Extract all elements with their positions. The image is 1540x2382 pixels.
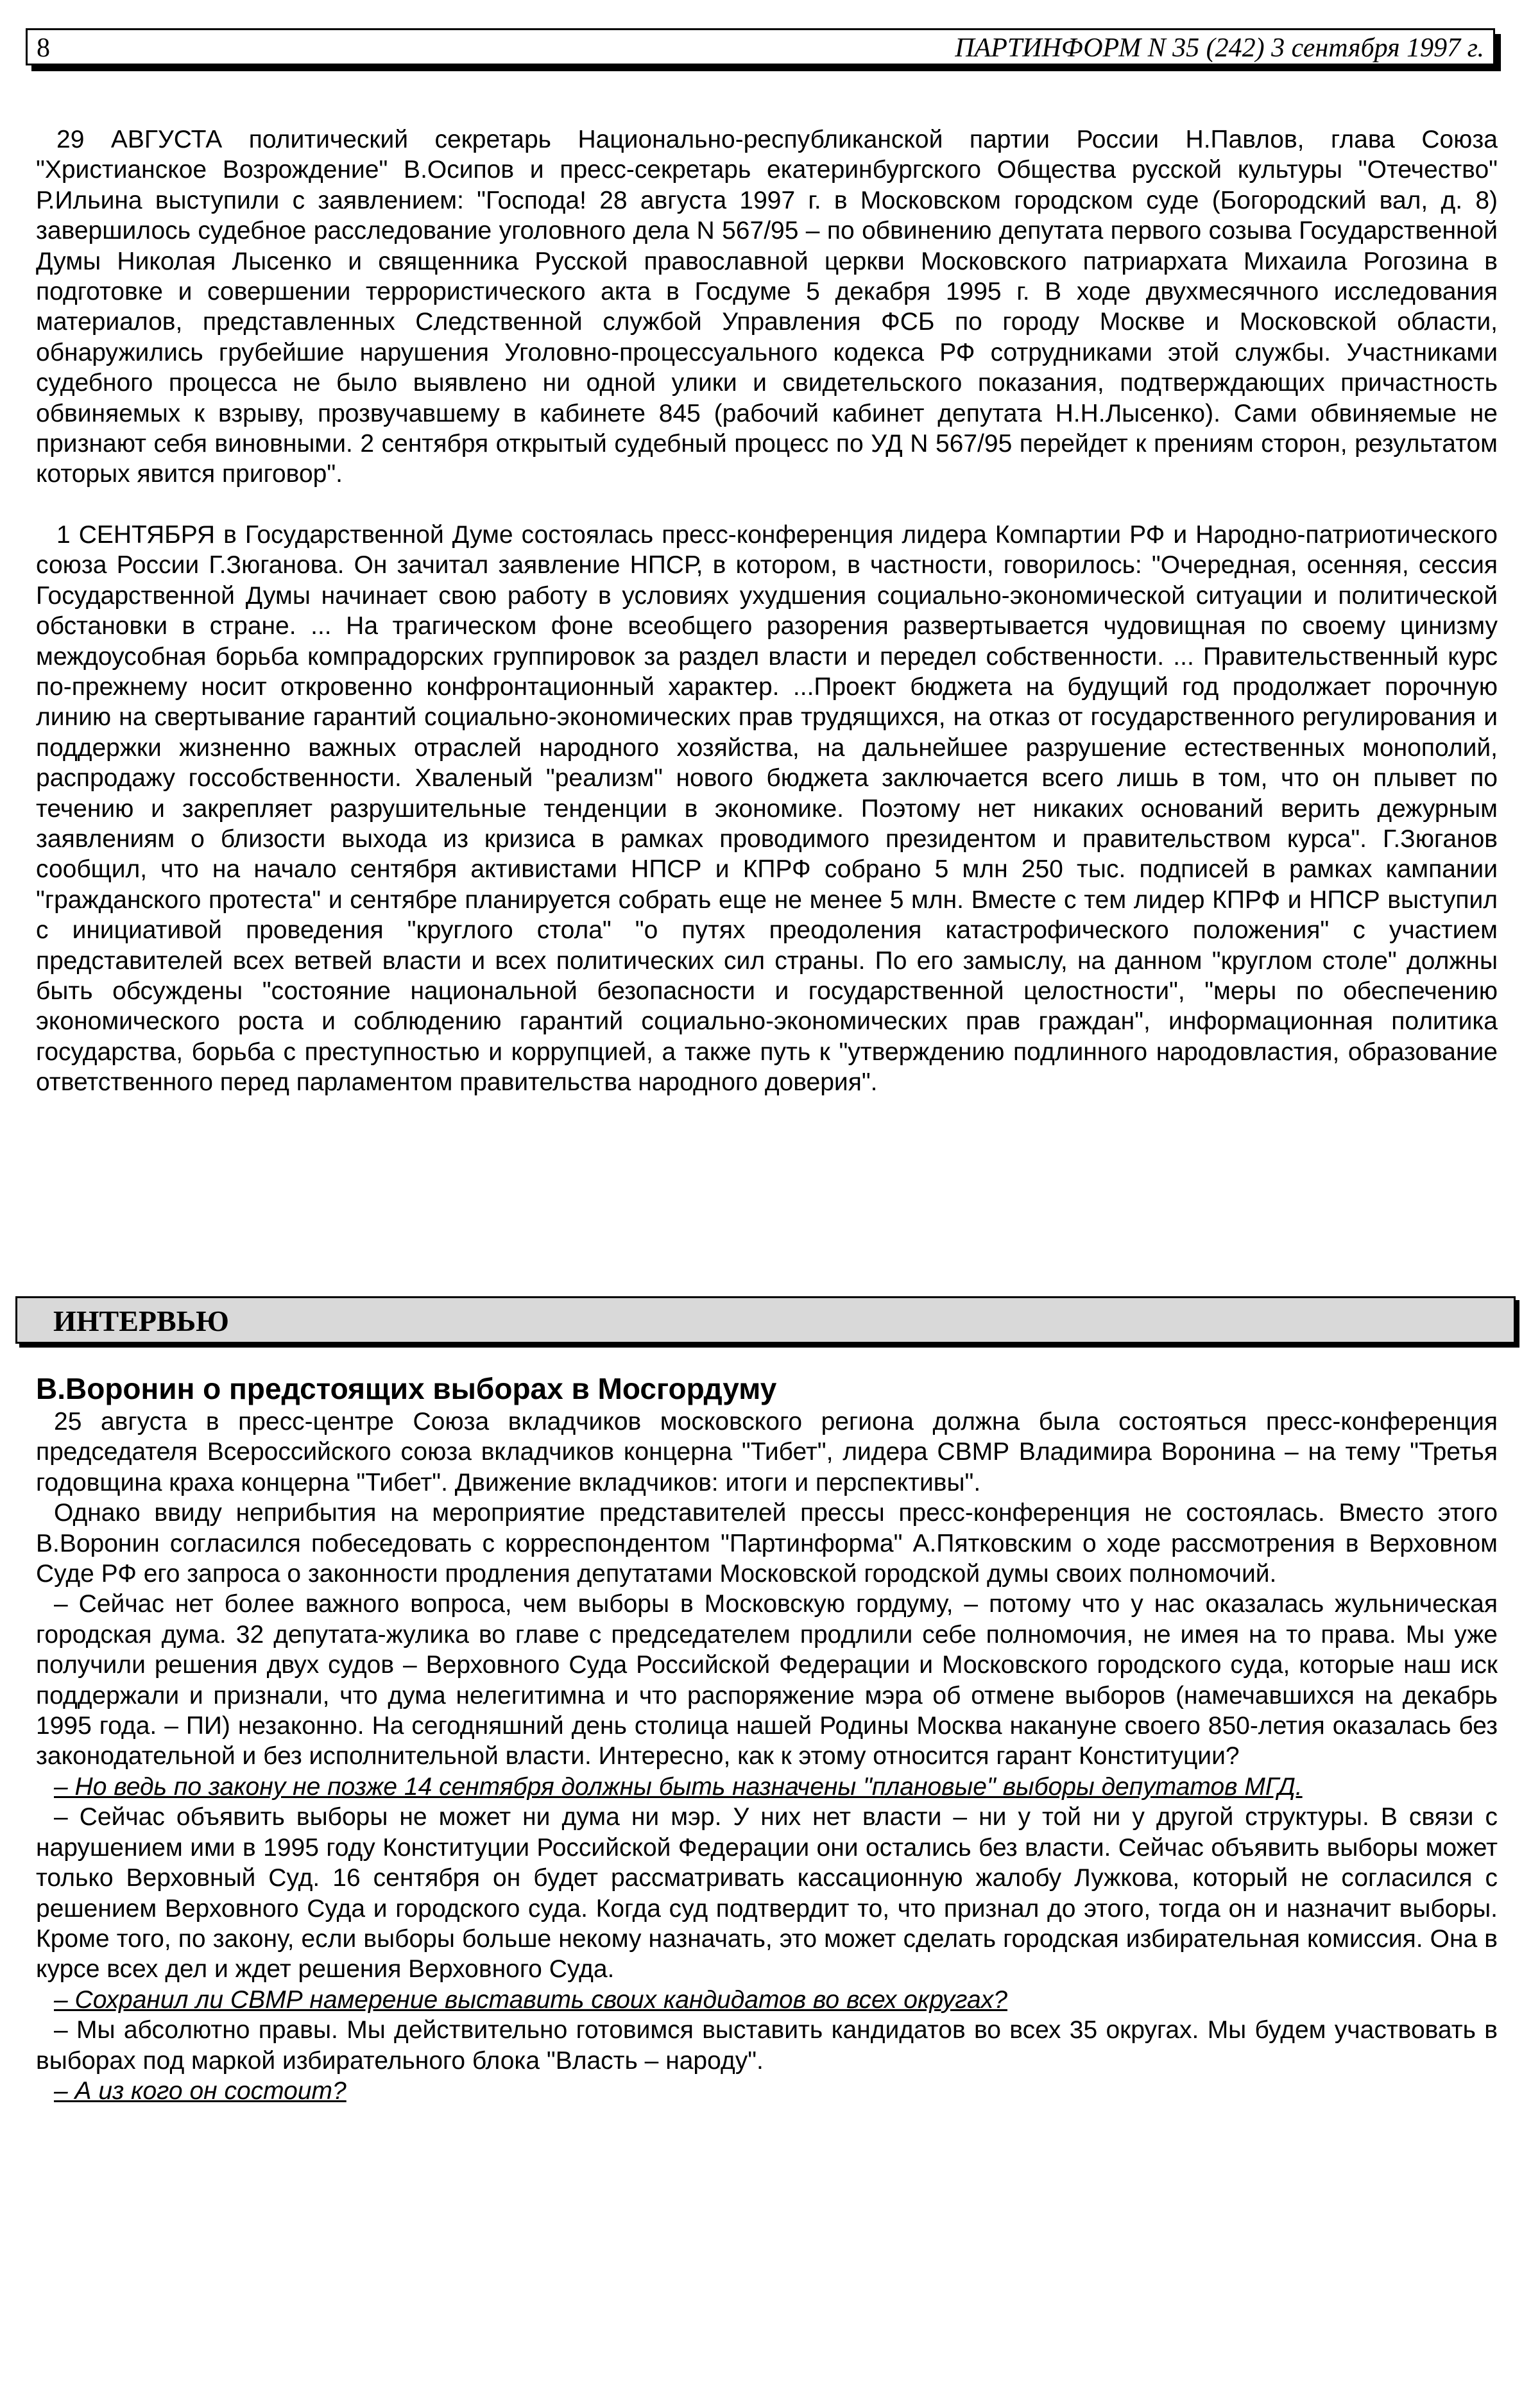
page-header bbox=[26, 28, 1495, 65]
article-question: – Сохранил ли СВМР намерение выставить своих кандидатов во всех округах? bbox=[54, 1985, 1007, 2014]
article-paragraph: Однако ввиду неприбытия на мероприятие представителей прессы пресс-конференция не состоялась. Вместо этого В.Воронин согласился побеседовать с корреспондентом "Партинформа" А.Пятковским о ходе рассмотрения в Верховном Суде РФ его запроса о законности продления депутатами Московской городской думы своих полномочий. bbox=[36, 1499, 1498, 1588]
news-column bbox=[36, 124, 1498, 1098]
issue-info: ПАРТИНФОРМ N 35 (242) 3 сентября 1997 г. bbox=[955, 33, 1484, 63]
article-answer: – Мы абсолютно правы. Мы действительно готовимся выставить кандидатов во всех 35 округах. Мы будем участвовать в выборах под маркой избирательного блока "Власть – народу". bbox=[36, 2016, 1498, 2075]
article-answer: – Сейчас объявить выборы не может ни дума ни мэр. У них нет власти – ни у той ни у другой структуры. В связи с нарушением ими в 1995 году Конституции Российской Федерации они остались без власти. Сейчас объявить выборы может только Верховный Суд. 16 сентября он будет рассматривать кассационную жалобу Лужкова, который не согласился с решением Верховного Суда и городского суда. Когда суд подтвердит то, что признал до этого, тогда он и назначит выборы. Кроме того, по закону, если выборы больше некому назначать, это может сделать городская избирательная комиссия. Она в курсе всех дел и ждет решения Верховного Суда. bbox=[36, 1803, 1498, 1984]
page-number: 8 bbox=[37, 33, 50, 63]
article-paragraph: 25 августа в пресс-центре Союза вкладчиков московского региона должна была состояться пресс-конференция председателя Всероссийского союза вкладчиков концерна "Тибет", лидера СВМР Владимира Воронина – на тему "Третья годовщина краха концерна "Тибет". Движение вкладчиков: итоги и перспективы". bbox=[36, 1408, 1498, 1496]
article-answer: – Сейчас нет более важного вопроса, чем выборы в Московскую гордуму, – потому что у нас оказалась жульническая городская дума. 32 депутата-жулика во главе с председателем продлили себе полномочия, не имея на то права. Мы уже получили решения двух судов – Верховного Суда Российской Федерации и Московского городского суда, которые наш иск поддержали и признали, что дума нелегитимна и что распоряжение мэра об отмене выборов (намечавшихся на декабрь 1995 года. – ПИ) незаконно. На сегодняшний день столица нашей Родины Москва накануне своего 850-летия оказалась без законодательной и без исполнительной власти. Интересно, как к этому относится гарант Конституции? bbox=[36, 1590, 1498, 1770]
interview-article bbox=[36, 1371, 1498, 2106]
news-paragraph-1: 29 АВГУСТА политический секретарь Национально-республиканской партии России Н.Павлов, глава Союза "Христианское Возрождение" В.Осипов и пресс-секретарь екатеринбургского Общества русской культуры "Отечество" Р.Ильина выступили с заявлением: "Господа! 28 августа 1997 г. в Московском городском суде (Богородский вал, д. 8) завершилось судебное расследование уголовного дела N 567/95 – по обвинению депутата первого созыва Государственной Думы Николая Лысенко и священника Русской православной церкви Московского патриархата Михаила Рогозина в подготовке и совершении террористического акта в Госдуме 5 декабря 1995 г. В ходе двухмесячного исследования материалов, представленных Следственной службой Управления ФСБ по городу Москве и Московской области, обнаружились грубейшие нарушения Уголовно-процессуального кодекса РФ сотрудниками этой службы. Участниками судебного процесса не было выявлено ни одной улики и свидетельского показания, подтверждающих причастность обвиняемых к взрыву, прозвучавшему в кабинете 845 (рабочий кабинет депутата Н.Н.Лысенко). Сами обвиняемые не признают себя виновными. 2 сентября открытый судебный процесс по УД N 567/95 перейдет к прениям сторон, результатом которых явится приговор". bbox=[36, 126, 1498, 488]
article-title: В.Воронин о предстоящих выборах в Мосгордуму bbox=[36, 1372, 777, 1405]
section-title: ИНТЕРВЬЮ bbox=[53, 1305, 229, 1337]
section-header bbox=[15, 1296, 1516, 1344]
article-question: – Но ведь по закону не позже 14 сентября должны быть назначены "плановые" выборы депутатов МГД. bbox=[54, 1772, 1303, 1801]
article-question: – А из кого он состоит? bbox=[54, 2077, 346, 2105]
news-paragraph-2: 1 СЕНТЯБРЯ в Государственной Думе состоялась пресс-конференция лидера Компартии РФ и Народно-патриотического союза России Г.Зюганова. Он зачитал заявление НПСР, в котором, в частности, говорилось: "Очередная, осенняя, сессия Государственной Думы начинает свою работу в условиях ухудшения социально-экономической ситуации и политической обстановки в стране. ... На трагическом фоне всеобщего разорения развертывается чудовищная по своему цинизму междоусобная борьба компрадорских группировок за раздел власти и передел собственности. ... Правительственный курс по-прежнему носит откровенно конфронтационный характер. ...Проект бюджета на будущий год продолжает порочную линию на свертывание гарантий социально-экономических прав трудящихся, на отказ от государственного регулирования и поддержки жизненно важных отраслей народного хозяйства, на дальнейшее разрушение естественных монополий, распродажу госсобственности. Хваленый "реализм" нового бюджета заключается всего лишь в том, что он плывет по течению и закрепляет разрушительные тенденции в экономике. Поэтому нет никаких оснований верить дежурным заявлениям о близости выхода из кризиса в рамках проводимого президентом и правительством курса". Г.Зюганов сообщил, что на начало сентября активистами НПСР и КПРФ собрано 5 млн 250 тыс. подписей в рамках кампании "гражданского протеста" и сентябре планируется собрать еще не менее 5 млн. Вместе с тем лидер КПРФ и НПСР выступил с инициативой проведения "круглого стола" "о путях преодоления катастрофического положения" с участием представителей всех ветвей власти и всех политических сил страны. По его замыслу, на данном "круглом столе" должны быть обсуждены "состояние национальной безопасности и государственной целостности", "меры по обеспечению экономического роста и соблюдению гарантий социально-экономических прав граждан", информационная политика государства, борьба с преступностью и коррупцией, а также путь к "утверждению подлинного народовластия, образование ответственного перед парламентом правительства народного доверия". bbox=[36, 520, 1498, 1097]
